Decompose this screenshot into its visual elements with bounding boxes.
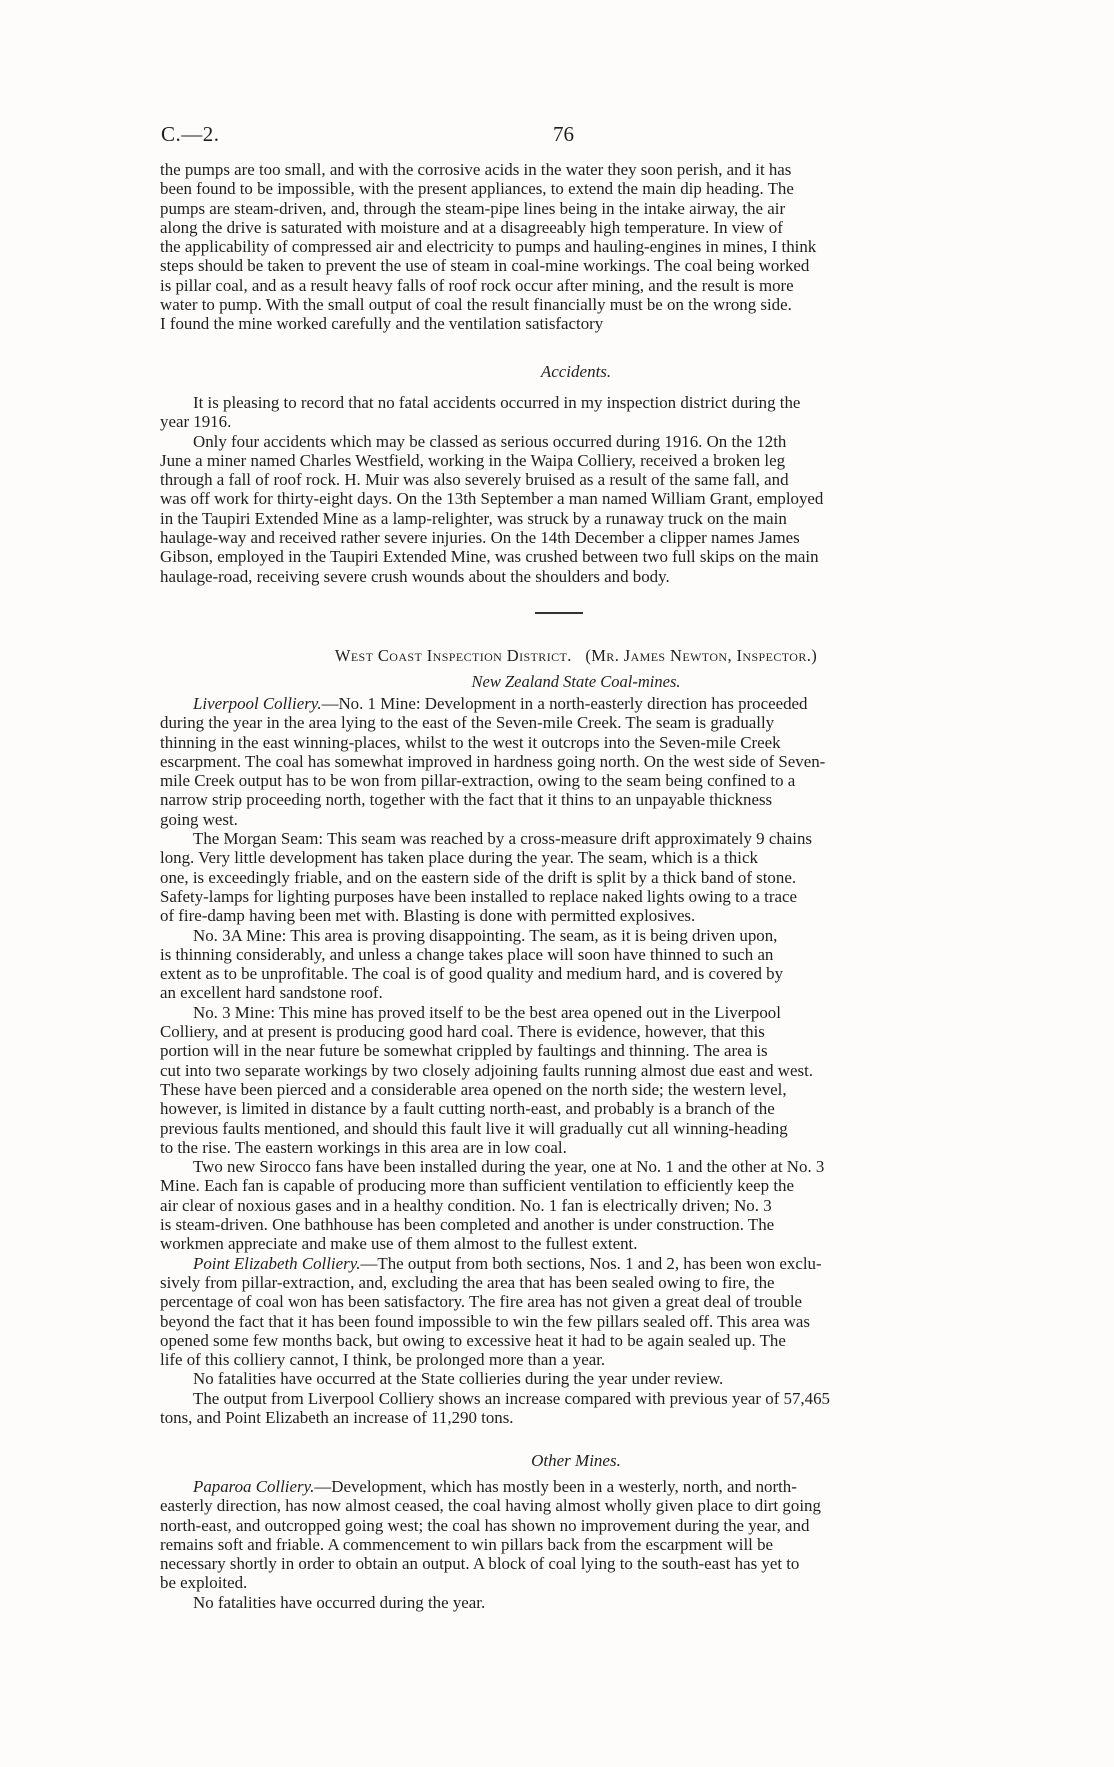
paragraph-no3a-mine: No. 3A Mine: This area is proving disappointing. The seam, as it is being driven upon, is thinning considerably, and unless a change takes place will soon have thinned to such an extent as to be unprofitable. The coal is of good quality and medium hard, and is covered by an excellent hard sandstone roof.	[160, 925, 784, 1003]
page-header	[161, 122, 991, 152]
accidents-heading: Accidents.	[540, 362, 612, 381]
section-divider	[535, 612, 583, 614]
paragraph-no-fatal: It is pleasing to record that no fatal accidents occurred in my inspection district during the year 1916.	[160, 393, 801, 432]
point-elizabeth-text: —The output from both sections, Nos. 1 and 2, has been won exclu- sively from pillar-extraction, and, excluding the area that has been sealed owing to fire, the percentage of coal won has been satisfactory. The fire area has not given a great deal of trouble beyond the fact that it has been found impossible to win the few pillars sealed off. This area was opened some few months back, but owing to excessive heat it had to be again sealed up. The life of this colliery cannot, I think, be prolonged more than a year.	[160, 1253, 822, 1370]
paragraph-no3-mine: No. 3 Mine: This mine has proved itself to be the best area opened out in the Liverpool Colliery, and at present is producing good hard coal. There is evidence, however, that this portion will in the near future be somewhat crippled by faultings and thinning. The area is cut into two separate workings by two closely adjoining faults running almost due east and west. These have been pierced and a considerable area opened on the north side; the western level, however, is limited in distance by a fault cutting north-east, and probably is a branch of the previous faults mentioned, and should this fault live it will gradually cut all winning-heading to the rise. The eastern workings in this area are in low coal.	[160, 1002, 813, 1157]
liverpool-label: Liverpool Colliery.	[193, 694, 322, 713]
west-coast-section	[160, 646, 992, 1427]
inspector-name: (Mr. James Newton, Inspector.)	[585, 646, 818, 665]
page-number: 76	[553, 122, 574, 146]
point-elizabeth-label: Point Elizabeth Colliery.	[193, 1253, 361, 1273]
accidents-section	[160, 362, 992, 586]
state-coal-mines-heading: New Zealand State Coal-mines.	[471, 672, 681, 691]
paragraph-other-no-fatalities: No fatalities have occurred during the year.	[193, 1592, 486, 1612]
paragraph-output: The output from Liverpool Colliery shows an increase compared with previous year of 57,465 tons, and Point Elizabeth an increase of 11,290 tons.	[160, 1388, 830, 1427]
other-mines-heading: Other Mines.	[531, 1451, 621, 1470]
paragraph-liverpool-no1	[160, 694, 992, 829]
liverpool-text: —No. 1 Mine: Development in a north-easterly direction has proceeded during the year in the area lying to the east of the Seven-mile Creek. The seam is gradually thinning in the east winning-places, whilst to the west it outcrops into the Seven-mile Creek escarpment. The coal has somewhat improved in hardness going north. On the west side of Seven- mile Creek output has to be won from pillar-extraction, owing to the seam being confined to a narrow strip proceeding north, together with the fact that it thins to an unpayable thickness going west.	[160, 694, 826, 829]
other-mines-section	[160, 1451, 992, 1612]
paparoa-text: —Development, which has mostly been in a westerly, north, and north- easterly direction, has now almost ceased, the coal having almost wholly given place to dirt going north-east, and outcropped going west; the coal has shown no improvement during the year, and remains soft and friable. A commencement to win pillars back from the escarpment will be necessary shortly in order to obtain an output. A block of coal lying to the south-east has yet to be exploited.	[160, 1477, 821, 1593]
paragraph-paparoa	[160, 1477, 992, 1593]
paparoa-label: Paparoa Colliery.	[193, 1477, 315, 1496]
district-heading	[160, 646, 992, 666]
continued-section	[160, 160, 992, 334]
paragraph-state-no-fatalities: No fatalities have occurred at the State collieries during the year under review.	[193, 1369, 724, 1389]
paragraph-serious-accidents: Only four accidents which may be classed as serious occurred during 1916. On the 12th June a miner named Charles Westfield, working in the Waipa Colliery, received a broken leg through a fall of roof rock. H. Muir was also severely bruised as a result of the same fall, and was off work for thirty-eight days. On the 13th September a man named William Grant, employed in the Taupiri Extended Mine as a lamp-relighter, was struck by a runaway truck on the main haulage-way and received rather severe injuries. On the 14th December a clipper names James Gibson, employed in the Taupiri Extended Mine, was crushed between two full skips on the main haulage-road, receiving severe crush wounds about the shoulders and body.	[160, 431, 824, 586]
paragraph-sirocco-fans: Two new Sirocco fans have been installed during the year, one at No. 1 and the other at No. 3 Mine. Each fan is capable of producing more than sufficient ventilation to efficiently keep the air clear of noxious gases and in a healthy condition. No. 1 fan is electrically driven; No. 3 is steam-driven. One bathhouse has been completed and another is under construction. The workmen appreciate and make use of them almost to the fullest extent.	[160, 1157, 825, 1254]
report-code: C.—2.	[161, 122, 220, 146]
paragraph-morgan-seam: The Morgan Seam: This seam was reached by a cross-measure drift approximately 9 chains long. Very little development has taken place during the year. The seam, which is a thick one, is exceedingly friable, and on the eastern side of the drift is split by a thick band of stone. Safety-lamps for lighting purposes have been installed to replace naked lights owing to a trace of fire-damp having been met with. Blasting is done with permitted explosives.	[160, 829, 812, 926]
district-title: West Coast Inspection District.	[334, 646, 572, 665]
paragraph-pumps: the pumps are too small, and with the corrosive acids in the water they soon perish, and it has been found to be impossible, with the present appliances, to extend the main dip heading. The pumps are steam-driven, and, through the steam-pipe lines being in the intake airway, the air along the drive is saturated with moisture and at a disagreeably high temperature. In view of the applicability of compressed air and electricity to pumps and hauling-engines in mines, I think steps should be taken to prevent the use of steam in coal-mine workings. The coal being worked is pillar coal, and as a result heavy falls of roof rock occur after mining, and the result is more water to pump. With the small output of coal the result financially must be on the wrong side. I found the mine worked carefully and the ventilation satisfactory	[160, 160, 817, 334]
paragraph-point-elizabeth	[160, 1254, 992, 1370]
